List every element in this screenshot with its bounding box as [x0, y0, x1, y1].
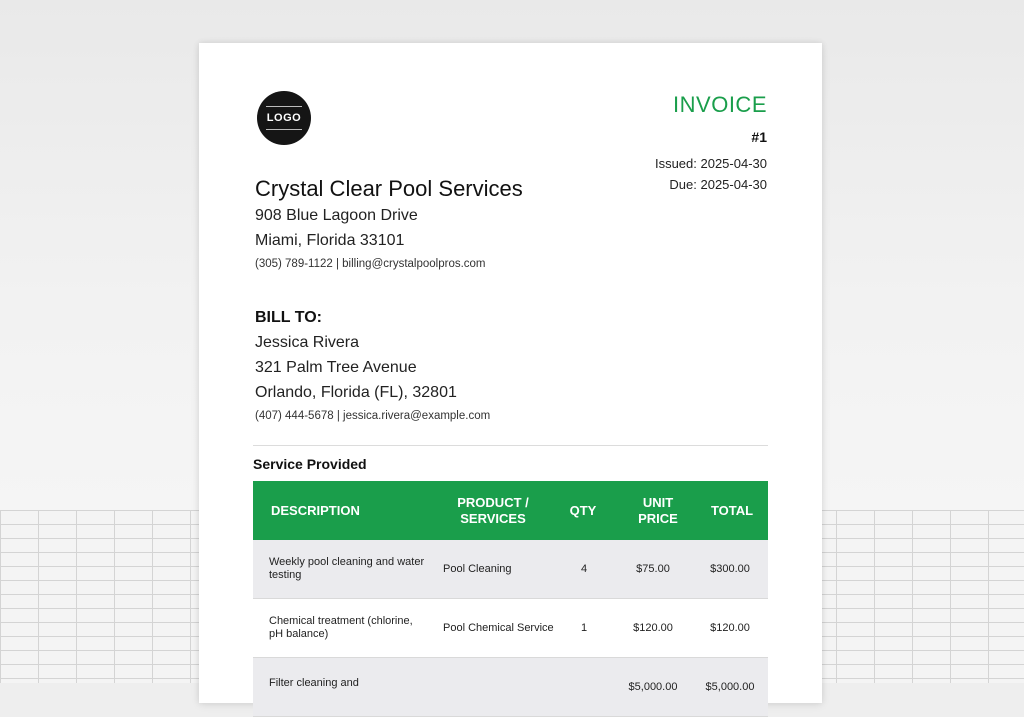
invoice-document	[199, 43, 822, 703]
client-name: Jessica Rivera	[255, 334, 360, 351]
header-description: DESCRIPTION	[271, 502, 360, 518]
issued-date: Issued: 2025-04-30	[654, 156, 767, 171]
row-description: Weekly pool cleaning and water testing	[269, 556, 425, 581]
client-address-line2: Orlando, Florida (FL), 32801	[255, 384, 457, 401]
header-total: TOTAL	[710, 502, 754, 518]
header-unit-price: UNIT PRICE	[638, 494, 678, 526]
company-address-line1: 908 Blue Lagoon Drive	[255, 207, 418, 224]
row-description: Chemical treatment (chlorine, pH balance)	[269, 615, 413, 640]
row-total: $120.00	[710, 621, 750, 634]
company-address-line2: Miami, Florida 33101	[255, 232, 405, 249]
section-title: Service Provided	[253, 456, 367, 472]
row-total: $5,000.00	[705, 681, 755, 693]
row-qty	[569, 658, 599, 716]
invoice-title: INVOICE	[673, 92, 767, 117]
row-qty: 1	[580, 621, 588, 634]
row-qty: 4	[580, 562, 588, 575]
logo-text: LOGO	[266, 112, 302, 124]
row-product: Pool Cleaning	[443, 562, 512, 575]
row-product: Pool Chemical Service	[443, 621, 554, 634]
due-date: Due: 2025-04-30	[669, 177, 767, 192]
client-contact: (407) 444-5678 | jessica.rivera@example.com	[255, 410, 491, 422]
table-row	[253, 540, 768, 599]
header-qty: QTY	[569, 502, 597, 518]
divider	[253, 445, 768, 446]
row-total: $300.00	[710, 562, 750, 575]
table-header	[253, 481, 768, 540]
company-contact: (305) 789-1122 | billing@crystalpoolpros.com	[255, 258, 486, 270]
header-product: PRODUCT / SERVICES	[457, 494, 529, 526]
row-unit-price: $5,000.00	[628, 681, 678, 693]
bill-to-label: BILL TO:	[255, 309, 322, 326]
invoice-number: #1	[751, 129, 767, 145]
table-row	[253, 599, 768, 658]
table-row	[253, 658, 768, 717]
row-product	[443, 658, 583, 716]
client-address-line1: 321 Palm Tree Avenue	[255, 359, 417, 376]
company-name: Crystal Clear Pool Services	[255, 176, 523, 201]
row-unit-price: $120.00	[633, 621, 673, 634]
logo	[257, 91, 311, 145]
row-description: Filter cleaning and	[269, 677, 359, 689]
row-unit-price: $75.00	[636, 562, 670, 575]
services-table	[253, 481, 768, 717]
